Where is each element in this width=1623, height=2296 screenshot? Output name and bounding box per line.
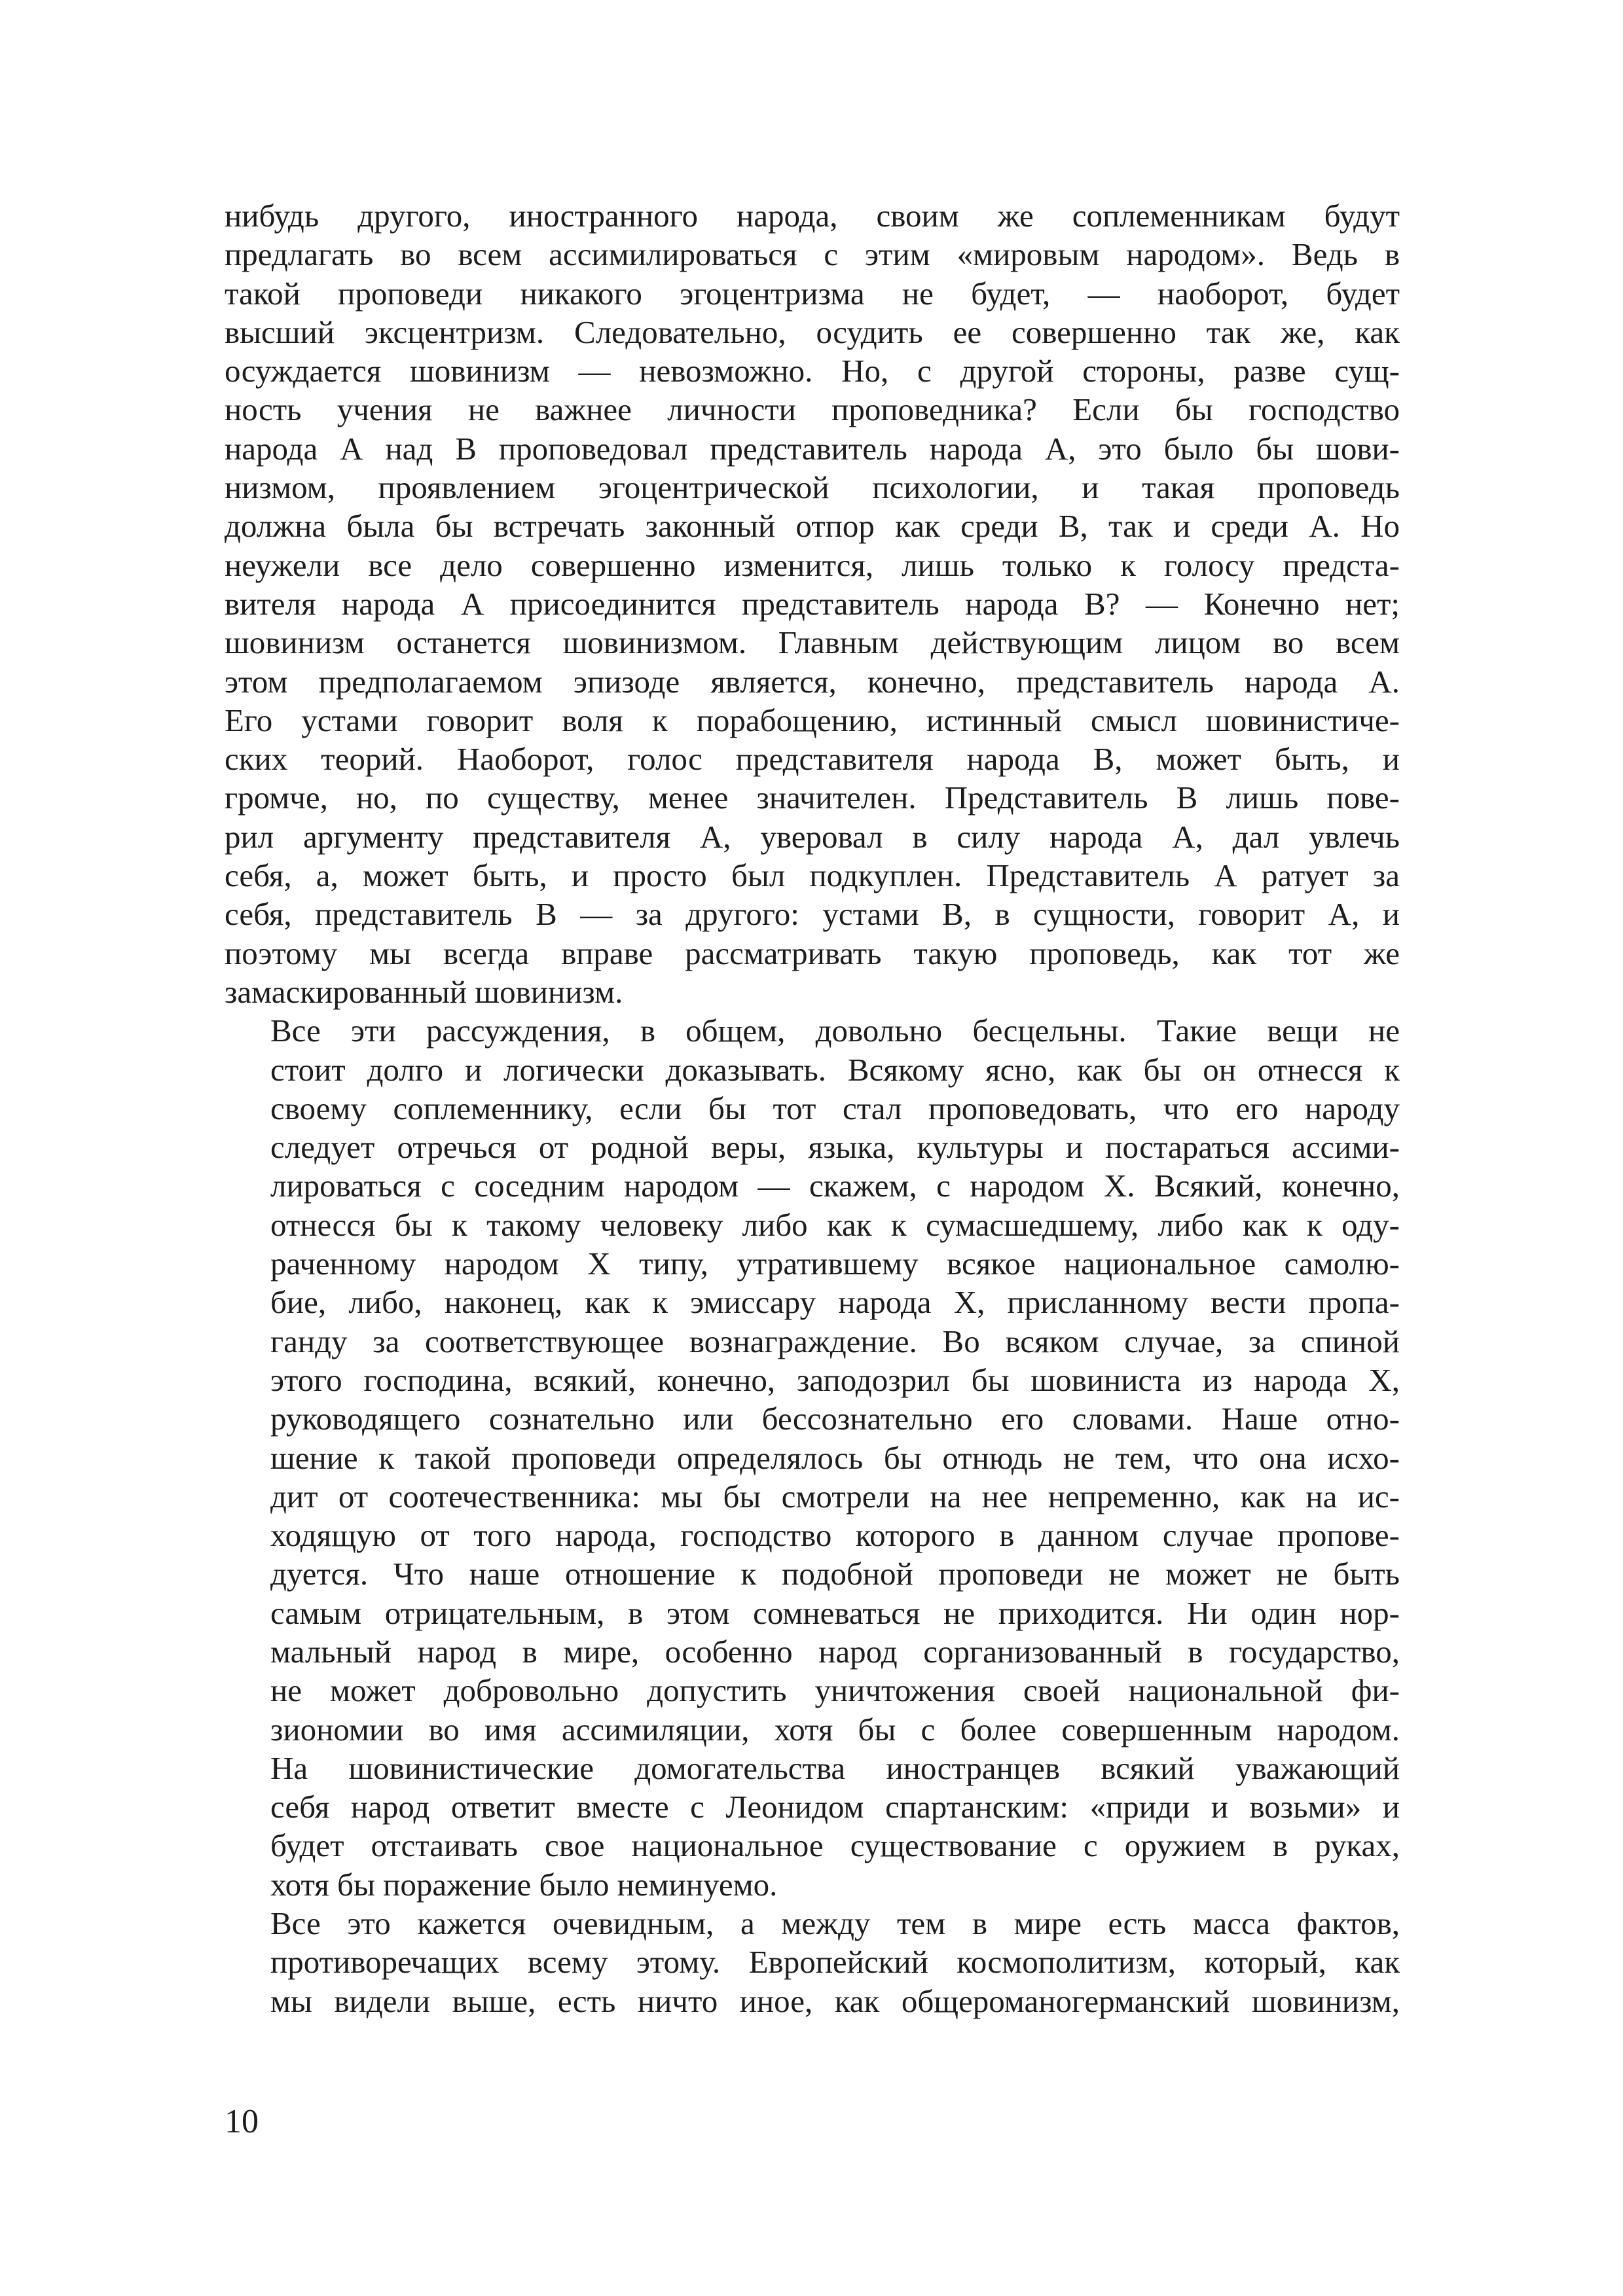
text-line: отнесся бы к такому человеку либо как к сумасшедшему, либо как к оду-: [270, 1206, 1400, 1243]
text-line: ность учения не важнее личности проповедника? Если бы господство: [225, 391, 1400, 428]
text-line: самым отрицательным, в этом сомневаться не приходится. Ни один нор-: [270, 1594, 1400, 1631]
text-line: На шовинистические домогательства иностранцев всякий уважающий: [270, 1749, 1400, 1786]
text-line: Все это кажется очевидным, а между тем в мире есть масса фактов,: [270, 1905, 1400, 1942]
text-line: руководящего сознательно или бессознательно его словами. Наше отно-: [270, 1401, 1400, 1437]
text-line: себя, а, может быть, и просто был подкуплен. Представитель А ратует за: [225, 857, 1400, 894]
text-line: этого господина, всякий, конечно, заподозрил бы шовиниста из народа Х,: [270, 1361, 1400, 1398]
text-line: ских теорий. Наоборот, голос представителя народа В, может быть, и: [225, 741, 1400, 778]
text-line: следует отречься от родной веры, языка, культуры и постараться ассими-: [270, 1129, 1400, 1166]
text-line: предлагать во всем ассимилироваться с этим «мировым народом». Ведь в: [225, 236, 1400, 273]
text-line: раченному народом Х типу, утратившему всякое национальное самолю-: [270, 1246, 1400, 1282]
text-line: дуется. Что наше отношение к подобной проповеди не может не быть: [270, 1556, 1400, 1592]
text-line: себя народ ответит вместе с Леонидом спартанским: «приди и возьми» и: [270, 1789, 1400, 1825]
text-line: хотя бы поражение было неминуемо.: [270, 1866, 778, 1903]
text-line: Все эти рассуждения, в общем, довольно бесцельны. Такие вещи не: [270, 1013, 1400, 1049]
text-line: народа А над В проповедовал представитель народа А, это было бы шови-: [225, 430, 1400, 467]
text-line: такой проповеди никакого эгоцентризма не будет, — наоборот, будет: [225, 275, 1400, 312]
text-line: мальный народ в мире, особенно народ сорганизованный в государство,: [270, 1633, 1400, 1670]
text-line: рил аргументу представителя А, уверовал в силу народа А, дал увлечь: [225, 818, 1400, 855]
text-line: осуждается шовинизм — невозможно. Но, с другой стороны, разве сущ-: [225, 353, 1400, 389]
text-line: не может добровольно допустить уничтожения своей национальной фи-: [270, 1672, 1400, 1709]
text-line: должна была бы встречать законный отпор как среди В, так и среди А. Но: [225, 508, 1400, 545]
text-line: высший эксцентризм. Следовательно, осудить ее совершенно так же, как: [225, 314, 1400, 350]
text-line: лироваться с соседним народом — скажем, с народом Х. Всякий, конечно,: [270, 1168, 1400, 1204]
text-line: неужели все дело совершенно изменится, лишь только к голосу предста-: [225, 547, 1400, 583]
text-line: этом предполагаемом эпизоде является, конечно, представитель народа А.: [225, 663, 1400, 700]
text-line: шовинизм останется шовинизмом. Главным действующим лицом во всем: [225, 624, 1400, 661]
text-line: Его устами говорит воля к порабощению, истинный смысл шовинистиче-: [225, 702, 1400, 738]
paragraph: [225, 196, 1400, 1011]
text-line: поэтому мы всегда вправе рассматривать такую проповедь, как тот же: [225, 935, 1400, 971]
paragraph: [225, 1011, 1400, 1904]
text-line: нибудь другого, иностранного народа, своим же соплеменникам будут: [225, 198, 1400, 234]
text-line: мы видели выше, есть ничто иное, как общероманогерманский шовинизм,: [270, 1982, 1400, 2019]
text-line: дит от соотечественника: мы бы смотрели на нее непременно, как на ис-: [270, 1478, 1400, 1515]
text-line: ганду за соответствующее вознаграждение. Во всяком случае, за спиной: [270, 1323, 1400, 1359]
text-line: вителя народа А присоединится представитель народа В? — Конечно нет;: [225, 585, 1400, 622]
text-line: громче, но, по существу, менее значителен. Представитель В лишь пове-: [225, 780, 1400, 816]
text-line: противоречащих всему этому. Европейский космополитизм, который, как: [270, 1944, 1400, 1981]
text-line: зиономии во имя ассимиляции, хотя бы с более совершенным народом.: [270, 1711, 1400, 1748]
text-line: бие, либо, наконец, как к эмиссару народа Х, присланному вести пропа-: [270, 1284, 1400, 1321]
text-line: стоит долго и логически доказывать. Всякому ясно, как бы он отнесся к: [270, 1051, 1400, 1088]
text-line: будет отстаивать свое национальное существование с оружием в руках,: [270, 1827, 1400, 1864]
text-line: замаскированный шовинизм.: [225, 973, 623, 1010]
text-line: себя, представитель В — за другого: устами В, в сущности, говорит А, и: [225, 896, 1400, 933]
body-text: [225, 196, 1400, 2020]
page-number: 10: [225, 2103, 259, 2140]
text-line: своему соплеменнику, если бы тот стал проповедовать, что его народу: [270, 1090, 1400, 1126]
text-line: шение к такой проповеди определялось бы отнюдь не тем, что она исхо-: [270, 1439, 1400, 1476]
text-line: низмом, проявлением эгоцентрической психологии, и такая проповедь: [225, 469, 1400, 506]
paragraph: [225, 1904, 1400, 2020]
text-line: ходящую от того народа, господство которого в данном случае пропове-: [270, 1517, 1400, 1554]
